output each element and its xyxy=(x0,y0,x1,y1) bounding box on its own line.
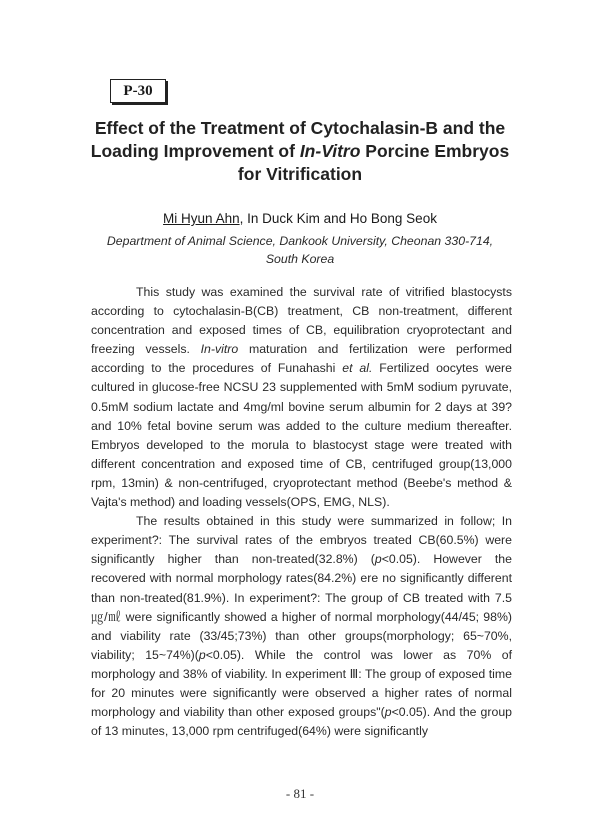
italic-et-al: et al. xyxy=(342,361,373,376)
methods-text-1: This study was examined the survival rate of vitrified blastocysts according to cytochalasin-B(CB) treatment, CB non-treatment, different concentration and exposed times of CB, equilibration cryoprotectant and freezing vessels. xyxy=(91,285,512,357)
p-value-italic: p xyxy=(374,552,382,567)
italic-invitro: In-vitro xyxy=(200,342,239,357)
results-text-4: <0.05). And the group of 13 minutes, 13,000 rpm centrifuged(64%) were significantly xyxy=(91,705,512,739)
p-value-italic: p xyxy=(384,705,392,720)
title-italic-invitro: In-Vitro xyxy=(299,141,361,161)
affiliation-line-1: Department of Animal Science, Dankook University, Cheonan 330-714, xyxy=(106,234,494,248)
results-text-3: <0.05). While the control was lower as 70% of morphology and 38% of viability. In experiment Ⅲ: The group of exposed time for 20 minutes were significantly were observed a higher rates of normal morphology and viability than other exposed groups"( xyxy=(91,647,512,720)
author-list xyxy=(60,211,540,226)
title-line-2-pre: Loading Improvement of xyxy=(90,141,300,161)
results-text-2: <0.05). However the recovered with normal morphology rates(84.2%) ere no significantly different than non-treated(81.9%). In experiment?: The group of CB treated with 7.5 ㎍/㎖ were significantly showed a higher of normal morphology(44/45; 98%) and viability rate (33/45;73%) than other groups(morphology; 65~70%, viability; 15~74%)( xyxy=(91,552,512,662)
paper-title xyxy=(60,117,540,186)
title-line-1: Effect of the Treatment of Cytochalasin-B and the xyxy=(94,118,506,138)
co-authors: , In Duck Kim and Ho Bong Seok xyxy=(239,211,437,226)
first-author: Mi Hyun Ahn xyxy=(163,211,240,226)
affiliation-line-2: South Korea xyxy=(265,252,335,266)
title-line-3: for Vitrification xyxy=(237,164,363,184)
methods-text-3: Fertilized oocytes were cultured in glucose-free NCSU 23 supplemented with 5mM sodium pyruvate, 0.5mM sodium lactate and 4mg/ml bovine serum albumin for 2 days at 39? and 10% fetal bovine serum was added to the culture medium thereafter. Embryos developed to the morula to blastocyst stage were treated with different concentration and exposed time of CB, centrifuged group(13,000 rpm, 13min) & non-centrifuged, cryoprotectant method (Beebe's method & Vajta's method) and loading vessels(OPS, EMG, NLS). xyxy=(91,361,512,510)
methods-text-2: maturation and fertilization were performed according to the procedures of Funahashi xyxy=(91,342,512,376)
paragraph-results xyxy=(91,512,512,741)
page-number: - 81 - xyxy=(285,786,315,801)
p-value-italic: p xyxy=(198,647,206,662)
abstract-body xyxy=(91,283,512,741)
title-line-2 xyxy=(60,140,540,163)
paragraph-methods xyxy=(91,283,512,512)
results-text-1: The results obtained in this study were summarized in follow; In experiment?: The survival rates of the embryos treated CB(60.5%) were significantly higher than non-treated(32.8%) ( xyxy=(91,514,512,567)
title-line-2-post: Porcine Embryos xyxy=(360,141,510,161)
abstract-id-box: P-30 xyxy=(110,79,166,103)
affiliation xyxy=(60,232,540,268)
